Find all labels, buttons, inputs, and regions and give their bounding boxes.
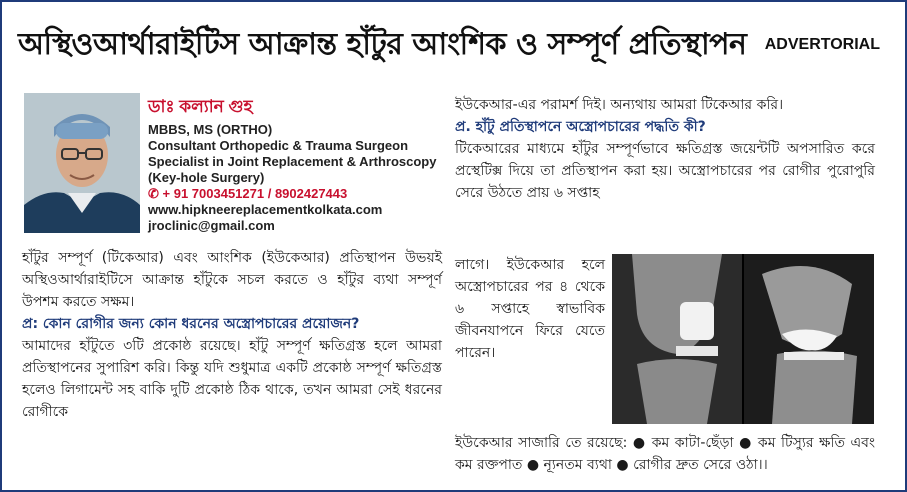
doctor-title-2: Specialist in Joint Replacement & Arthroscopy	[148, 154, 437, 169]
doctor-info	[148, 94, 448, 234]
doctor-title-1: Consultant Orthopedic & Trauma Surgeon	[148, 138, 409, 153]
wrapped-text	[455, 254, 605, 364]
bottom-text	[455, 432, 875, 476]
intro-paragraph: হাঁটুর সম্পূর্ণ (টিকেআর) এবং আংশিক (ইউকেআর) প্রতিস্থাপন উভয়ই অস্থিওআর্থারাইটিসে আক্রান্ত হাঁটুকে সচল করতে ও হাঁটুর ব্যথা সম্পূর্ণ উপশম করতে সক্ষম।	[22, 250, 442, 310]
answer-2-paragraph: টিকেআরের মাধ্যমে হাঁটুর সম্পূর্ণভাবে ক্ষতিগ্রস্ত জয়েন্টটি অপসারিত করে প্রস্থেটিক্স দিয়ে তা প্রতিস্থাপন করা হয়। অস্ত্রোপচারের পর রোগীর পুরোপুরি সেরে উঠতে প্রায় ৬ সপ্তাহ	[455, 141, 875, 201]
left-column	[22, 247, 442, 423]
question-2: প্র. হাঁটু প্রতিস্থাপনে অস্ত্রোপচারের পদ্ধতি কী?	[455, 119, 706, 135]
header	[10, 6, 900, 76]
benefits-paragraph: ইউকেআর সাজারি তে রয়েছে: ● কম কাটা-ছেঁড়া ● কম টিস্যুর ক্ষতি এবং কম রক্তপাত ● ন্যূনতম ব্যথা ● রোগীর দ্রুত সেরে ওঠা।।	[455, 435, 875, 473]
doctor-title-3: (Key-hole Surgery)	[148, 170, 265, 185]
doctor-portrait-image	[24, 93, 140, 233]
doctor-degree: MBBS, MS (ORTHO)	[148, 122, 273, 137]
answer-1-continued: ইউকেআর-এর পরামর্শ দিই। অন্যথায় আমরা টিকেআর করি।	[455, 97, 784, 113]
answer-2-continued: লাগে। ইউকেআর হলে অস্ত্রোপচারের পর ৪ থেকে ৬ সপ্তাহে স্বাভাবিক জীবনযাপনে ফিরে যেতে পারেন।	[455, 257, 605, 361]
doctor-phone-line	[148, 186, 448, 202]
headline: অস্থিওআর্থারাইটিস আক্রান্ত হাঁটুর আংশিক ও সম্পূর্ণ প্রতিস্থাপন	[18, 27, 747, 62]
xray-figure	[612, 254, 874, 424]
doctor-website: www.hipkneereplacementkolkata.com	[148, 202, 383, 217]
question-1: প্র: কোন রোগীর জন্য কোন ধরনের অস্ত্রোপচারের প্রয়োজন?	[22, 316, 360, 332]
phone-icon: ✆	[148, 186, 159, 201]
doctor-name: ডাঃ কল্যান গুহ	[148, 97, 253, 116]
doctor-phone: + 91 7003451271 / 8902427443	[162, 186, 348, 201]
knee-xray-image	[612, 254, 874, 424]
advertorial-tag: ADVERTORIAL	[764, 36, 880, 53]
right-column	[455, 94, 875, 204]
answer-1-paragraph: আমাদের হাঁটুতে ৩টি প্রকোষ্ঠ রয়েছে। হাঁটু সম্পূর্ণ ক্ষতিগ্রস্ত হলে আমরা প্রতিস্থাপনের সুপারিশ করি। কিন্তু যদি শুধুমাত্র একটি প্রকোষ্ঠ সম্পূর্ণ ক্ষতিগ্রস্ত হলেও লিগামেন্ট সহ বাকি দুটি প্রকোষ্ঠ ঠিক থাকে, তখন আমরা সেই ধরনের রোগীকে	[22, 338, 442, 420]
doctor-photo	[24, 93, 140, 233]
doctor-email: jroclinic@gmail.com	[148, 218, 275, 233]
